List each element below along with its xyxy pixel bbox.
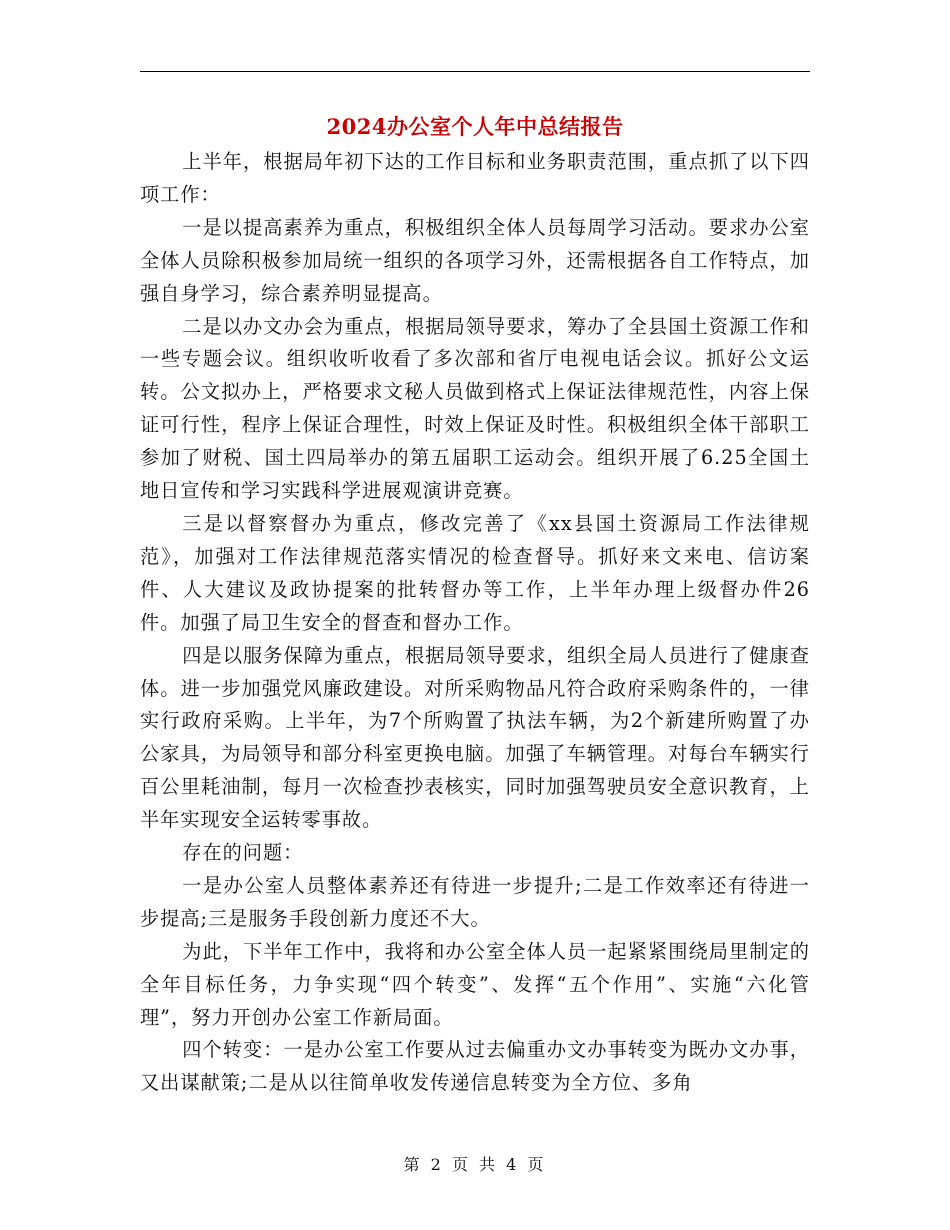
paragraph-intro: 上半年，根据局年初下达的工作目标和业务职责范围，重点抓了以下四项工作： (140, 150, 810, 206)
footer-total-pages: 4 (506, 1155, 520, 1174)
header-rule (140, 71, 810, 72)
paragraph-item-3: 三是以督察督办为重点，修改完善了《xx县国土资源局工作法律规范》，加强对工作法律规范落实情况的检查督导。抓好来文来电、信访案件、人大建议及政协提案的批转督办等工作，上半年办理上级督办件26件。加强了局卫生安全的督查和督办工作。 (140, 511, 810, 634)
page-footer (0, 1152, 950, 1175)
footer-current-page: 2 (430, 1155, 444, 1174)
footer-suffix: 页 (527, 1155, 547, 1174)
paragraph-item-1: 一是以提高素养为重点，积极组织全体人员每周学习活动。要求办公室全体人员除积极参加局统一组织的各项学习外，还需根据各自工作特点，加强自身学习，综合素养明显提高。 (140, 215, 810, 305)
document-title: 2024办公室个人年中总结报告 (326, 114, 624, 139)
document-body (140, 146, 810, 1100)
paragraph-item-2: 二是以办文办会为重点，根据局领导要求，筹办了全县国土资源工作和一些专题会议。组织收听收看了多次部和省厅电视电话会议。抓好公文运转。公文拟办上，严格要求文秘人员做到格式上保证法律规范性，内容上保证可行性，程序上保证合理性，时效上保证及时性。积极组织全体干部职工参加了财税、国土四局举办的第五届职工运动会。组织开展了6.25全国土地日宣传和学习实践科学进展观演讲竞赛。 (140, 314, 810, 503)
paragraph-item-4: 四是以服务保障为重点，根据局领导要求，组织全局人员进行了健康查体。进一步加强党风廉政建设。对所采购物品凡符合政府采购条件的，一律实行政府采购。上半年，为7个所购置了执法车辆，为2个新建所购置了办公家具，为局领导和部分科室更换电脑。加强了车辆管理。对每台车辆实行百公里耗油制，每月一次检查抄表核实，同时加强驾驶员安全意识教育，上半年实现安全运转零事故。 (140, 643, 810, 832)
paragraph-plan: 为此，下半年工作中，我将和办公室全体人员一起紧紧围绕局里制定的全年目标任务，力争实现“四个转变”、发挥“五个作用”、实施“六化管理”，努力开创办公室工作新局面。 (140, 939, 810, 1029)
footer-prefix: 第 (403, 1155, 423, 1174)
footer-middle: 页 共 (451, 1155, 499, 1174)
paragraph-problems: 一是办公室人员整体素养还有待进一步提升;二是工作效率还有待进一步提高;三是服务手段创新力度还不大。 (140, 873, 810, 930)
paragraph-four-changes: 四个转变：一是办公室工作要从过去偏重办文办事转变为既办文办事，又出谋献策;二是从以往简单收发传递信息转变为全方位、多角 (140, 1038, 810, 1095)
paragraph-problems-heading: 存在的问题： (182, 841, 304, 865)
